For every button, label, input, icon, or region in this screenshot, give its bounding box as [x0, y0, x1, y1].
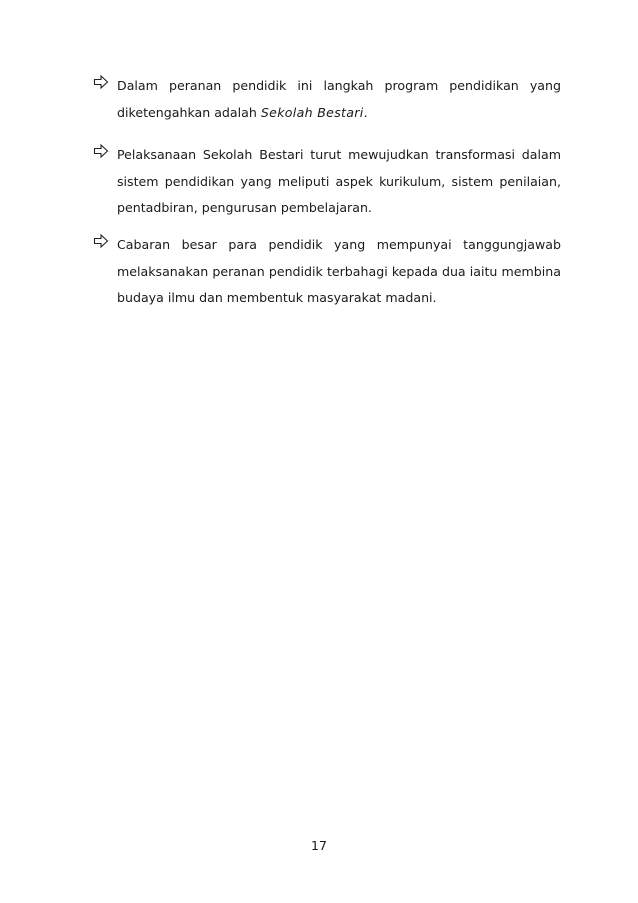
- page-number: 17: [311, 838, 327, 853]
- bullet-text-main: Dalam peranan pendidik ini langkah program pendidikan yang diketengahkan adalah: [117, 78, 561, 120]
- bullet-item: [93, 142, 561, 222]
- bullet-text: Cabaran besar para pendidik yang mempunyai tanggungjawab melaksanakan peranan pendidik terbahagi kepada dua iaitu membina budaya ilmu dan membentuk masyarakat madani.: [117, 237, 561, 305]
- right-arrow-icon: [93, 143, 109, 159]
- bullet-suffix: .: [363, 104, 368, 120]
- bullet-emphasis: Sekolah Bestari: [260, 104, 364, 120]
- right-arrow-icon: [93, 74, 109, 90]
- right-arrow-icon: [93, 233, 109, 249]
- bullet-item: [93, 73, 561, 126]
- bullet-item: [93, 232, 561, 312]
- bullet-text: [117, 73, 561, 126]
- bullet-text: Pelaksanaan Sekolah Bestari turut mewujudkan transformasi dalam sistem pendidikan yang meliputi aspek kurikulum, sistem penilaian, pentadbiran, pengurusan pembelajaran.: [117, 147, 561, 215]
